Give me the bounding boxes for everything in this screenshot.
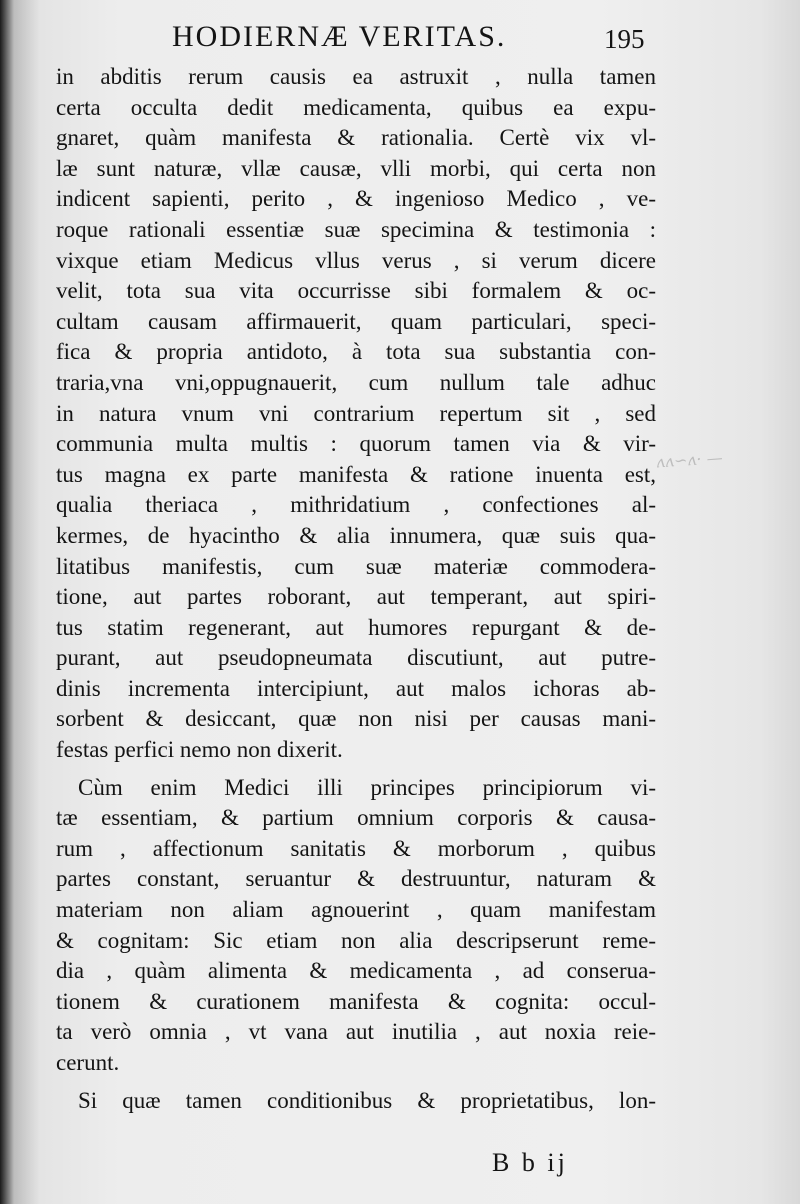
text-line-final: cerunt. <box>56 1050 120 1075</box>
text-line: in abditis rerum causis ea astruxit , nulla tamen <box>56 64 656 89</box>
text-line: partes constant, seruantur & destruuntur, naturam & <box>56 866 656 892</box>
text-line: in natura vnum vni contrarium repertum sit , sed <box>56 400 656 426</box>
paragraph-2 <box>56 773 656 1079</box>
paragraph-gap <box>56 766 656 773</box>
text-line: communia multa multis : quorum tamen via & vir- <box>56 431 656 457</box>
text-line: cultam causam affirmauerit, quam particulari, speci- <box>56 308 656 334</box>
text-line: sorbent & desiccant, quæ non nisi per causas mani- <box>56 706 656 732</box>
text-line: tione, aut partes roborant, aut temperant, aut spiri- <box>56 584 656 610</box>
text-line: tæ essentiam, & partium omnium corporis & causa- <box>56 805 656 831</box>
text-line: velit, tota sua vita occurrisse sibi formalem & oc- <box>56 278 656 304</box>
paragraph-gap <box>56 1079 656 1086</box>
page-number: 195 <box>604 24 645 54</box>
text-line: & cognitam: Sic etiam non alia descripserunt reme- <box>56 927 656 953</box>
text-line: indicent sapienti, perito , & ingenioso Medico , ve- <box>56 186 656 212</box>
paragraph-1 <box>56 62 656 766</box>
text-line-first: Si quæ tamen conditionibus & proprietatibus, lon- <box>78 1087 656 1113</box>
text-line: rum , affectionum sanitatis & morborum , quibus <box>56 835 656 861</box>
text-line: ta verò omnia , vt vana aut inutilia , aut noxia reie- <box>56 1019 656 1045</box>
text-line: certa occulta dedit medicamenta, quibus ea expu- <box>56 94 656 120</box>
text-line: kermes, de hyacintho & alia innumera, quæ suis qua- <box>56 522 656 548</box>
text-line: litatibus manifestis, cum suæ materiæ commodera- <box>56 553 656 579</box>
text-line-final: festas perfici nemo non dixerit. <box>56 737 343 763</box>
text-line: dia , quàm alimenta & medicamenta , ad conserua- <box>56 958 656 984</box>
body-text <box>56 62 656 1116</box>
signature-mark: B b ij <box>492 1148 568 1177</box>
page-header <box>0 18 800 58</box>
text-line-first: Cùm enim Medici illi principes principiorum vi- <box>78 774 656 800</box>
text-line: materiam non aliam agnouerint , quam manifestam <box>56 897 656 923</box>
text-line: læ sunt naturæ, vllæ causæ, vlli morbi, qui certa non <box>56 155 656 181</box>
text-line: tionem & curationem manifesta & cognita: occul- <box>56 988 656 1014</box>
text-line: dinis incrementa intercipiunt, aut malos ichoras ab- <box>56 675 656 701</box>
paragraph-3 <box>56 1086 656 1117</box>
show-through-ink-mark: ʌʌ∽ʌ· — <box>655 447 724 472</box>
text-line: roque rationali essentiæ suæ specimina & testimonia : <box>56 216 656 242</box>
text-line: fica & propria antidoto, à tota sua substantia con- <box>56 339 656 365</box>
text-line: gnaret, quàm manifesta & rationalia. Certè vix vl- <box>56 125 656 151</box>
text-line: traria,vna vni,oppugnauerit, cum nullum tale adhuc <box>56 369 656 395</box>
running-title: HODIERNÆ VERITAS. <box>172 20 507 53</box>
text-line: qualia theriaca , mithridatium , confectiones al- <box>56 492 656 518</box>
text-line: purant, aut pseudopneumata discutiunt, aut putre- <box>56 645 656 671</box>
text-line: tus statim regenerant, aut humores repurgant & de- <box>56 614 656 640</box>
text-line: vixque etiam Medicus vllus verus , si verum dicere <box>56 247 656 273</box>
text-line: tus magna ex parte manifesta & ratione inuenta est, <box>56 461 656 487</box>
